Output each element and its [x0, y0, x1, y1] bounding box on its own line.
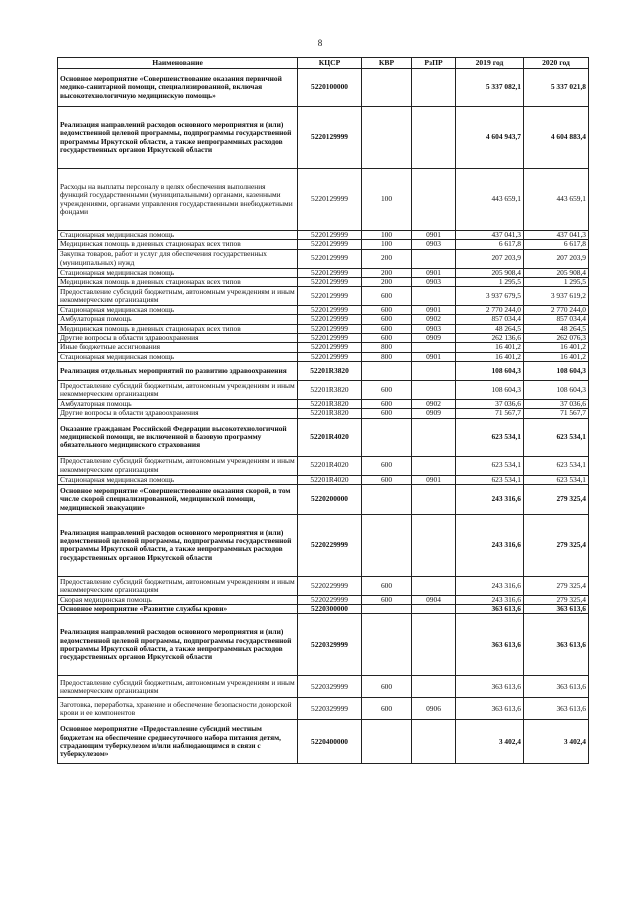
cell-rzpr — [412, 343, 456, 352]
cell-kvr — [362, 107, 412, 169]
cell-kvr: 100 — [362, 169, 412, 231]
cell-kcsr: 5220100000 — [298, 69, 362, 107]
table-row — [58, 484, 589, 514]
cell-amount-2020: 623 534,1 — [524, 418, 589, 456]
cell-kvr: 600 — [362, 676, 412, 698]
cell-amount-2019: 363 613,6 — [456, 614, 524, 676]
table-row — [58, 343, 589, 352]
cell-amount-2019: 6 617,8 — [456, 240, 524, 249]
header-rzpr: РзПР — [412, 58, 456, 69]
cell-kcsr: 5220129999 — [298, 324, 362, 333]
cell-kcsr: 5220129999 — [298, 343, 362, 352]
table-row — [58, 595, 589, 604]
cell-name: Предоставление субсидий бюджетным, автономным учреждениям и иным некоммерческим организациям — [58, 287, 298, 306]
cell-amount-2020: 1 295,5 — [524, 277, 589, 286]
cell-rzpr — [412, 484, 456, 514]
cell-name: Предоставление субсидий бюджетным, автономным учреждениям и иным некоммерческим организациям — [58, 380, 298, 399]
cell-kvr — [362, 69, 412, 107]
cell-amount-2019: 205 908,4 — [456, 268, 524, 277]
table-row — [58, 324, 589, 333]
cell-rzpr: 0901 — [412, 231, 456, 240]
cell-amount-2019: 3 402,4 — [456, 720, 524, 764]
cell-rzpr — [412, 576, 456, 595]
cell-amount-2019: 4 604 943,7 — [456, 107, 524, 169]
cell-amount-2020: 437 041,3 — [524, 231, 589, 240]
cell-amount-2019: 437 041,3 — [456, 231, 524, 240]
cell-rzpr: 0903 — [412, 277, 456, 286]
cell-name: Стационарная медицинская помощь — [58, 352, 298, 361]
table-header-row — [58, 58, 589, 69]
cell-rzpr: 0909 — [412, 409, 456, 418]
page-number: 8 — [317, 38, 323, 48]
header-year-2019: 2019 год — [456, 58, 524, 69]
table-row — [58, 169, 589, 231]
cell-name: Предоставление субсидий бюджетным, автономным учреждениям и иным некоммерческим организациям — [58, 456, 298, 475]
cell-name: Амбулаторная помощь — [58, 399, 298, 408]
cell-amount-2019: 16 401,2 — [456, 343, 524, 352]
cell-amount-2020: 37 036,6 — [524, 399, 589, 408]
cell-kcsr: 5220329999 — [298, 676, 362, 698]
cell-amount-2020: 623 534,1 — [524, 475, 589, 484]
cell-kcsr: 52201R4020 — [298, 456, 362, 475]
cell-rzpr — [412, 361, 456, 380]
cell-name: Медицинская помощь в дневных стационарах всех типов — [58, 324, 298, 333]
cell-amount-2019: 108 604,3 — [456, 361, 524, 380]
cell-amount-2020: 363 613,6 — [524, 605, 589, 614]
cell-rzpr: 0901 — [412, 352, 456, 361]
cell-kcsr: 5220129999 — [298, 169, 362, 231]
cell-amount-2019: 363 613,6 — [456, 698, 524, 720]
cell-name: Основное мероприятие «Совершенствование оказания скорой, в том числе скорой специализированной, медицинской помощи, медицинской эвакуации» — [58, 484, 298, 514]
cell-kvr: 800 — [362, 352, 412, 361]
cell-kvr — [362, 418, 412, 456]
cell-kcsr: 5220400000 — [298, 720, 362, 764]
cell-kvr — [362, 605, 412, 614]
table-row — [58, 409, 589, 418]
cell-kcsr: 5220300000 — [298, 605, 362, 614]
table-row — [58, 249, 589, 268]
cell-name: Скорая медицинская помощь — [58, 595, 298, 604]
cell-amount-2020: 279 325,4 — [524, 595, 589, 604]
cell-amount-2019: 48 264,5 — [456, 324, 524, 333]
cell-name: Основное мероприятие «Совершенствование оказания первичной медико-санитарной помощи, специализированной, включая высокотехнологичную медицинскую помощь» — [58, 69, 298, 107]
cell-name: Реализация направлений расходов основного мероприятия и (или) ведомственной целевой программы, подпрограммы государственной программы Иркутской области, а также непрограммных расходов государственных органов Иркутской области — [58, 514, 298, 576]
table-row — [58, 418, 589, 456]
cell-kvr: 600 — [362, 380, 412, 399]
cell-amount-2020: 279 325,4 — [524, 484, 589, 514]
cell-kvr: 600 — [362, 595, 412, 604]
cell-kvr — [362, 720, 412, 764]
cell-kvr — [362, 361, 412, 380]
cell-kcsr: 52201R4020 — [298, 418, 362, 456]
cell-amount-2020: 48 264,5 — [524, 324, 589, 333]
cell-amount-2019: 243 316,6 — [456, 484, 524, 514]
cell-kcsr: 5220329999 — [298, 698, 362, 720]
cell-kvr: 200 — [362, 277, 412, 286]
cell-name: Оказание гражданам Российской Федерации высокотехнологичной медицинской помощи, не включенной в базовую программу обязательного медицинского страхования — [58, 418, 298, 456]
table-row — [58, 456, 589, 475]
cell-amount-2019: 363 613,6 — [456, 676, 524, 698]
cell-kcsr: 52201R3820 — [298, 380, 362, 399]
cell-rzpr: 0906 — [412, 698, 456, 720]
cell-kcsr: 5220129999 — [298, 107, 362, 169]
cell-amount-2020: 623 534,1 — [524, 456, 589, 475]
cell-amount-2020: 363 613,6 — [524, 614, 589, 676]
cell-kvr — [362, 514, 412, 576]
cell-rzpr — [412, 456, 456, 475]
table-row — [58, 334, 589, 343]
cell-amount-2020: 262 076,3 — [524, 334, 589, 343]
cell-amount-2019: 108 604,3 — [456, 380, 524, 399]
cell-kcsr: 5220129999 — [298, 249, 362, 268]
table-row — [58, 676, 589, 698]
cell-amount-2019: 37 036,6 — [456, 399, 524, 408]
cell-rzpr — [412, 605, 456, 614]
cell-kvr: 600 — [362, 409, 412, 418]
table-row — [58, 306, 589, 315]
cell-rzpr — [412, 249, 456, 268]
cell-rzpr — [412, 614, 456, 676]
table-row — [58, 698, 589, 720]
cell-kvr: 600 — [362, 306, 412, 315]
cell-kcsr: 5220129999 — [298, 277, 362, 286]
cell-name: Заготовка, переработка, хранение и обеспечение безопасности донорской крови и ее компонентов — [58, 698, 298, 720]
cell-kcsr: 5220229999 — [298, 576, 362, 595]
cell-amount-2020: 16 401,2 — [524, 352, 589, 361]
cell-amount-2020: 4 604 883,4 — [524, 107, 589, 169]
table-row — [58, 240, 589, 249]
cell-kcsr: 5220129999 — [298, 287, 362, 306]
table-row — [58, 361, 589, 380]
cell-rzpr: 0904 — [412, 595, 456, 604]
cell-rzpr: 0903 — [412, 324, 456, 333]
cell-amount-2020: 16 401,2 — [524, 343, 589, 352]
cell-rzpr: 0909 — [412, 334, 456, 343]
cell-amount-2019: 3 937 679,5 — [456, 287, 524, 306]
cell-rzpr — [412, 107, 456, 169]
cell-amount-2020: 6 617,8 — [524, 240, 589, 249]
cell-rzpr — [412, 69, 456, 107]
cell-kcsr: 5220129999 — [298, 240, 362, 249]
cell-kvr: 600 — [362, 698, 412, 720]
cell-kvr: 600 — [362, 287, 412, 306]
cell-amount-2020: 108 604,3 — [524, 361, 589, 380]
cell-name: Стационарная медицинская помощь — [58, 231, 298, 240]
table-row — [58, 399, 589, 408]
header-kvr: КВР — [362, 58, 412, 69]
header-name: Наименование — [58, 58, 298, 69]
cell-amount-2019: 243 316,6 — [456, 514, 524, 576]
cell-kvr: 600 — [362, 456, 412, 475]
cell-amount-2019: 16 401,2 — [456, 352, 524, 361]
cell-name: Реализация направлений расходов основного мероприятия и (или) ведомственной целевой программы, подпрограммы государственной программы Иркутской области, а также непрограммных расходов государственных органов Иркутской области — [58, 614, 298, 676]
cell-amount-2020: 5 337 021,8 — [524, 69, 589, 107]
cell-amount-2020: 279 325,4 — [524, 576, 589, 595]
cell-rzpr: 0901 — [412, 306, 456, 315]
cell-kcsr: 5220129999 — [298, 352, 362, 361]
cell-amount-2020: 3 937 619,2 — [524, 287, 589, 306]
cell-amount-2019: 2 770 244,0 — [456, 306, 524, 315]
cell-amount-2020: 363 613,6 — [524, 676, 589, 698]
cell-kcsr: 5220229999 — [298, 595, 362, 604]
cell-rzpr: 0903 — [412, 240, 456, 249]
cell-name: Основное мероприятие «Развитие службы крови» — [58, 605, 298, 614]
table-row — [58, 107, 589, 169]
cell-name: Стационарная медицинская помощь — [58, 268, 298, 277]
cell-kvr: 600 — [362, 334, 412, 343]
cell-name: Основное мероприятие «Предоставление субсидий местным бюджетам на обеспечение среднесуточного набора питания детям, страдающим туберкулезом и/или наблюдающимся в связи с туберкулезом» — [58, 720, 298, 764]
cell-name: Другие вопросы в области здравоохранения — [58, 334, 298, 343]
cell-name: Амбулаторная помощь — [58, 315, 298, 324]
cell-rzpr — [412, 287, 456, 306]
cell-kvr: 100 — [362, 231, 412, 240]
table-row — [58, 605, 589, 614]
cell-kvr — [362, 614, 412, 676]
cell-name: Расходы на выплаты персоналу в целях обеспечения выполнения функций государственными (муниципальными) органами, казенными учреждениями, органами управления государственными внебюджетными фондами — [58, 169, 298, 231]
cell-name: Реализация отдельных мероприятий по развитию здравоохранения — [58, 361, 298, 380]
cell-amount-2020: 2 770 244,0 — [524, 306, 589, 315]
cell-kvr: 800 — [362, 343, 412, 352]
cell-amount-2020: 205 908,4 — [524, 268, 589, 277]
cell-kvr: 100 — [362, 240, 412, 249]
cell-rzpr: 0901 — [412, 475, 456, 484]
cell-kcsr: 5220129999 — [298, 268, 362, 277]
cell-kvr: 200 — [362, 268, 412, 277]
cell-amount-2020: 857 034,4 — [524, 315, 589, 324]
cell-amount-2020: 279 325,4 — [524, 514, 589, 576]
cell-amount-2019: 71 567,7 — [456, 409, 524, 418]
cell-amount-2019: 1 295,5 — [456, 277, 524, 286]
cell-kcsr: 5220200000 — [298, 484, 362, 514]
table-row — [58, 268, 589, 277]
cell-name: Стационарная медицинская помощь — [58, 475, 298, 484]
cell-kcsr: 5220129999 — [298, 231, 362, 240]
cell-rzpr — [412, 380, 456, 399]
cell-name: Другие вопросы в области здравоохранения — [58, 409, 298, 418]
cell-name: Иные бюджетные ассигнования — [58, 343, 298, 352]
cell-rzpr: 0901 — [412, 268, 456, 277]
cell-amount-2019: 363 613,6 — [456, 605, 524, 614]
cell-name: Реализация направлений расходов основного мероприятия и (или) ведомственной целевой программы, подпрограммы государственной программы Иркутской области, а также непрограммных расходов государственных органов Иркутской области — [58, 107, 298, 169]
cell-rzpr: 0902 — [412, 315, 456, 324]
cell-name: Закупка товаров, работ и услуг для обеспечения государственных (муниципальных) нужд — [58, 249, 298, 268]
cell-amount-2019: 443 659,1 — [456, 169, 524, 231]
table-row — [58, 475, 589, 484]
cell-kcsr: 5220129999 — [298, 315, 362, 324]
cell-rzpr — [412, 676, 456, 698]
table-body — [58, 69, 589, 764]
cell-amount-2020: 443 659,1 — [524, 169, 589, 231]
cell-amount-2019: 623 534,1 — [456, 418, 524, 456]
cell-amount-2020: 207 203,9 — [524, 249, 589, 268]
cell-kcsr: 5220229999 — [298, 514, 362, 576]
cell-amount-2020: 108 604,3 — [524, 380, 589, 399]
cell-rzpr — [412, 514, 456, 576]
cell-name: Предоставление субсидий бюджетным, автономным учреждениям и иным некоммерческим организациям — [58, 576, 298, 595]
cell-amount-2019: 5 337 082,1 — [456, 69, 524, 107]
cell-name: Предоставление субсидий бюджетным, автономным учреждениям и иным некоммерческим организациям — [58, 676, 298, 698]
header-kcsr: КЦСР — [298, 58, 362, 69]
cell-kvr: 600 — [362, 399, 412, 408]
cell-kcsr: 52201R4020 — [298, 475, 362, 484]
table-row — [58, 277, 589, 286]
cell-amount-2019: 623 534,1 — [456, 475, 524, 484]
cell-amount-2020: 363 613,6 — [524, 698, 589, 720]
cell-kcsr: 5220329999 — [298, 614, 362, 676]
header-year-2020: 2020 год — [524, 58, 589, 69]
cell-kcsr: 52201R3820 — [298, 361, 362, 380]
budget-table — [57, 57, 589, 764]
table-row — [58, 720, 589, 764]
cell-kvr: 600 — [362, 324, 412, 333]
cell-rzpr: 0902 — [412, 399, 456, 408]
cell-name: Медицинская помощь в дневных стационарах всех типов — [58, 240, 298, 249]
cell-rzpr — [412, 418, 456, 456]
table-row — [58, 231, 589, 240]
cell-rzpr — [412, 720, 456, 764]
cell-name: Стационарная медицинская помощь — [58, 306, 298, 315]
cell-kvr — [362, 484, 412, 514]
table-row — [58, 287, 589, 306]
cell-kvr: 200 — [362, 249, 412, 268]
cell-kcsr: 5220129999 — [298, 306, 362, 315]
cell-amount-2020: 3 402,4 — [524, 720, 589, 764]
cell-kvr: 600 — [362, 315, 412, 324]
cell-amount-2019: 623 534,1 — [456, 456, 524, 475]
cell-amount-2019: 262 136,6 — [456, 334, 524, 343]
cell-amount-2019: 857 034,4 — [456, 315, 524, 324]
cell-amount-2019: 243 316,6 — [456, 576, 524, 595]
cell-amount-2019: 243 316,6 — [456, 595, 524, 604]
cell-kcsr: 5220129999 — [298, 334, 362, 343]
table-row — [58, 380, 589, 399]
table-row — [58, 576, 589, 595]
cell-name: Медицинская помощь в дневных стационарах всех типов — [58, 277, 298, 286]
table-row — [58, 352, 589, 361]
table-row — [58, 315, 589, 324]
cell-kcsr: 52201R3820 — [298, 399, 362, 408]
cell-kcsr: 52201R3820 — [298, 409, 362, 418]
table-row — [58, 514, 589, 576]
cell-kvr: 600 — [362, 475, 412, 484]
cell-rzpr — [412, 169, 456, 231]
cell-amount-2019: 207 203,9 — [456, 249, 524, 268]
cell-kvr: 600 — [362, 576, 412, 595]
table-row — [58, 69, 589, 107]
table-row — [58, 614, 589, 676]
cell-amount-2020: 71 567,7 — [524, 409, 589, 418]
